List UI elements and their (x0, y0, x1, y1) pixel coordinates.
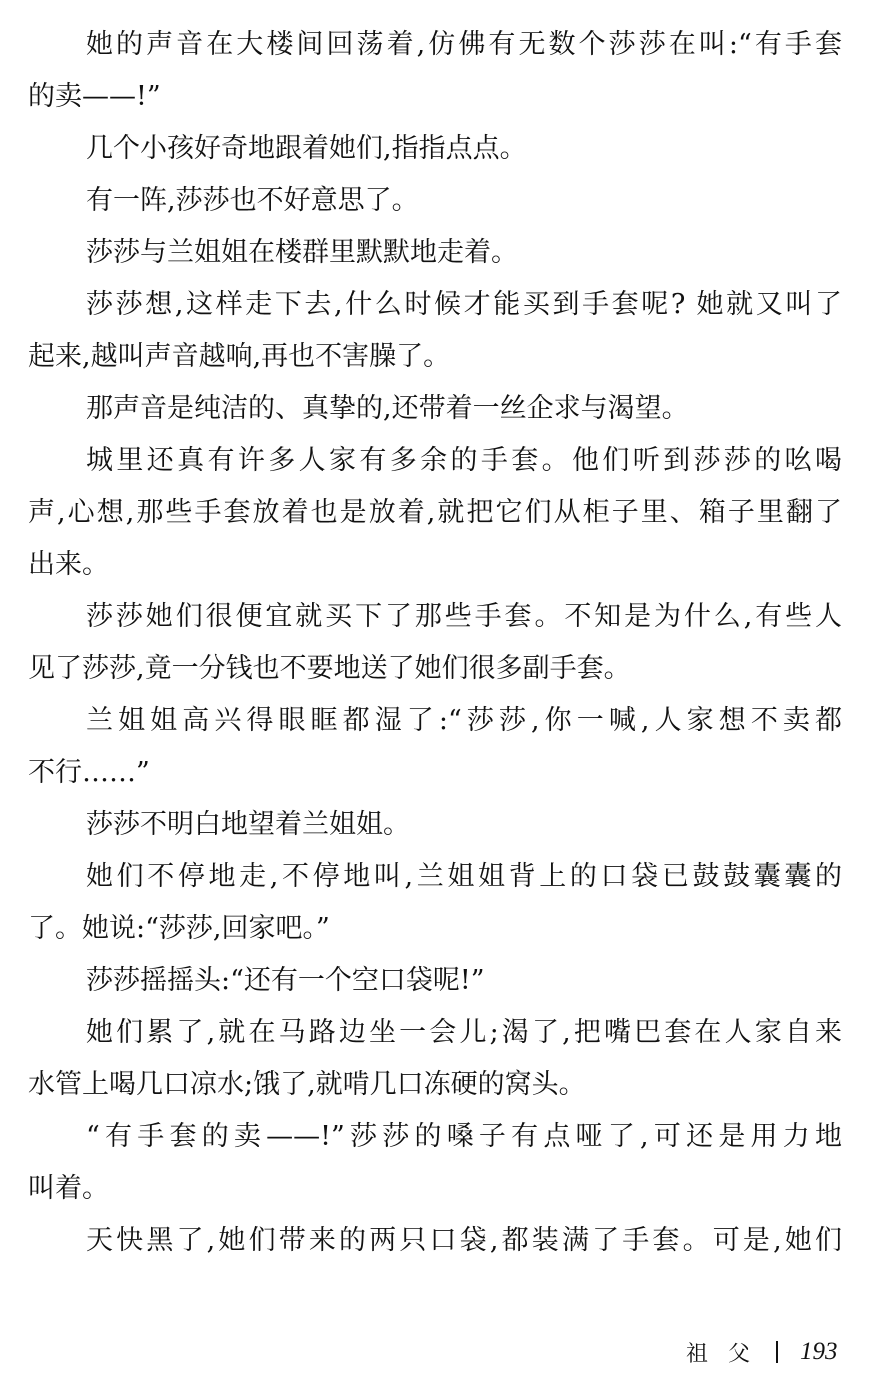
paragraph (28, 175, 842, 227)
text-line: 莎莎不明白地望着兰姐姐。 (86, 809, 410, 840)
text-line: 莎莎与兰姐姐在楼群里默默地走着。 (86, 237, 518, 268)
text-line: 见了莎莎,竟一分钱也不要地送了她们很多副手套。 (28, 653, 631, 684)
text-line: 不行……” (28, 757, 150, 788)
paragraph (28, 955, 842, 1007)
page-footer (686, 1334, 838, 1370)
text-line: 水管上喝几口凉水;饿了,就啃几口冻硬的窝头。 (28, 1069, 586, 1100)
paragraph (28, 435, 842, 591)
paragraph (28, 851, 842, 955)
paragraph (28, 279, 842, 383)
text-line: 起来,越叫声音越响,再也不害臊了。 (28, 341, 451, 372)
text-line: 莎莎摇摇头:“还有一个空口袋呢!” (86, 965, 485, 996)
paragraph (28, 1111, 842, 1215)
text-line: 出来。 (28, 549, 109, 580)
paragraph (28, 695, 842, 799)
paragraph (28, 1215, 842, 1267)
text-line: 兰姐姐高兴得眼眶都湿了:“莎莎,你一喊,人家想不卖都 (86, 705, 842, 736)
text-line: 她的声音在大楼间回荡着,仿佛有无数个莎莎在叫:“有手套 (86, 29, 842, 60)
text-line: 莎莎想,这样走下去,什么时候才能买到手套呢? 她就又叫了 (86, 289, 842, 320)
text-line: 她们不停地走,不停地叫,兰姐姐背上的口袋已鼓鼓囊囊的 (86, 861, 842, 892)
paragraph (28, 227, 842, 279)
text-line: 天快黑了,她们带来的两只口袋,都装满了手套。可是,她们 (86, 1225, 842, 1256)
text-line: 那声音是纯洁的、真挚的,还带着一丝企求与渴望。 (86, 393, 689, 424)
paragraph (28, 19, 842, 123)
running-title: 祖父 (686, 1341, 771, 1367)
text-line: 有一阵,莎莎也不好意思了。 (86, 185, 419, 216)
paragraph (28, 591, 842, 695)
text-line: 叫着。 (28, 1173, 109, 1204)
footer-separator (776, 1341, 778, 1363)
text-line: 莎莎她们很便宜就买下了那些手套。不知是为什么,有些人 (86, 601, 842, 632)
text-line: 了。她说:“莎莎,回家吧。” (28, 913, 330, 944)
text-line: 几个小孩好奇地跟着她们,指指点点。 (86, 133, 527, 164)
paragraph (28, 123, 842, 175)
text-line: “有手套的卖——!”莎莎的嗓子有点哑了,可还是用力地 (86, 1121, 842, 1152)
paragraph (28, 799, 842, 851)
paragraph (28, 383, 842, 435)
text-line: 的卖——!” (28, 81, 161, 112)
text-line: 城里还真有许多人家有多余的手套。他们听到莎莎的吆喝 (86, 445, 842, 476)
paragraph (28, 1007, 842, 1111)
page-number: 193 (800, 1338, 838, 1365)
body-text (28, 19, 842, 1267)
text-line: 声,心想,那些手套放着也是放着,就把它们从柜子里、箱子里翻了 (28, 497, 842, 528)
text-line: 她们累了,就在马路边坐一会儿;渴了,把嘴巴套在人家自来 (86, 1017, 842, 1048)
